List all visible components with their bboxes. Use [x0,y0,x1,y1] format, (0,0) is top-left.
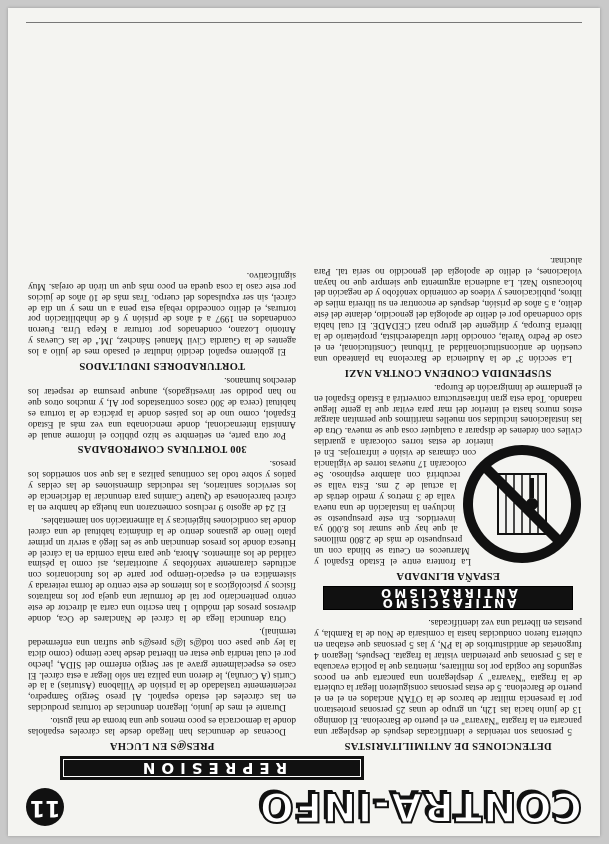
right-column [28,267,296,754]
article-detenciones-text: 5 personas son retenidas e identificadas después de desplegar una pancarta en la fragata "Navarra" en el puerto de Barcelona. El domingo 13 de junio hacia las 12h, un grupo de unas 25 personas protestaron por la presencia militar de barcos de la OTAN anclados en el en el puerto de Barcelona. 5 de estas personas consiguieron llegar la cubierta de la fragata "Navarra" y desplegaron una pancarta que en pocos segundos fue cogida por los militares, mientras que la policía evacuaba a las 5 personas que pretendían visitar la fragata. Después, llegaron 4 furgonetas de antidisturbios de la PN, y las 5 personas que estaban en cubierta fueron conducidas hasta la comisaría de Nou de la Rambla, y puestas en libertad una vez identificadas. [314,617,582,737]
issue-number-badge: 11 [26,788,64,826]
masthead-logo: CONTRA-INFO [258,783,582,829]
article-300-torturas-text: Por otra parte, en setiembre se hizo público el informe anual de Amnistía Internacional, donde mencionaba una vez más al Estado Español, como uno de los países donde la práctica de la tortura es habitual (cerca de 300 casos contrastados por AI, y muchos otros que no han podido ser investigados), aunque presuma de respetar los derechos humanos. [28,375,296,440]
headline-detenciones: DETENCIONES DE ANTIMILITARISTAS [344,740,552,751]
headline-300-torturas: 300 TORTURAS COMPROBADAS [77,443,247,455]
no-border-fence-icon [462,444,582,564]
section-banner: REPRESION [60,756,364,780]
bottom-rule [26,22,582,23]
left-column [314,252,582,754]
headline-torturadores-indultados: TORTURADORES INDULTADOS [79,360,245,372]
article-espana-blindada-text: La frontera entre el Estado Español y Marruecos en Ceuta se blinda con un presupuesto de más de 2.800 millones al que hay que sumar los 8.000 ya invertidos. En este presupuesto se incluyen la instalación de una nueva valla de 3 metros y medio detrás de la actual de 2 ms. Esta valla se recubrirá con alambre espinoso. Se colocarán 17 nuevas torres de vigilancia con cámaras de visión e infrarrojas. En el interior de estas torres colocarán a guardias civiles con órdenes de disparar a cualquier cosa que se mueva. Otra de las instalaciones incluidas son muelles marítimos que permitan alargar estos muros hasta el interior del mar para evitar que la gente llegue nadando. Toda esta gran infraestructura convertirá a Estado Español en el gendarme de inmigración de Europa. [314,381,582,567]
banner-line-antirracismo: ANTIRRACISMO [378,586,518,601]
headline-presos-en-lucha: PRES@S EN LUCHA [109,740,215,751]
antifascismo-banner [323,586,573,610]
article-presos-torturas: Durante el mes de junio, llegaron denuncias de torturas producidas en las cárceles del estado español. Al preso Sergio Sampedro, recientemente trasladado de la prisión de Villabona (Asturias) a la de Curtis (A Coruña), le dieron una paliza tan sólo llegar a esta cárcel. El caso es especialmente grave al ser Sergio enfermo del SIDA, ¡hecho por el cual tendría que estar en libertad desde hace tiempo (como dicta la ley que pase con tod@s l@s pres@s que sufran una enfermedad terminal). [28,625,296,713]
banner-line-antifascismo: ANTIFASCISMO [379,596,517,611]
article-presos-quatre-camins: El 24 de agosto 9 reclusos comenzaron una huelga de hambre en la cárcel barcelonesa de Quatre Camins para denunciar la deficiencia de los servicios sanitarios, las reducidas dimensiones de las celdas y patios y sobre todo las continuas palizas a las que son sometidos los presos. [28,458,296,512]
article-torturadores-text: El gobierno español decidió indultar el pasado mes de julio a los agentes de la Guardia Civil Manuel Sánchez, JM.ª de las Cuevas y Antonio Lozano, condenados por torturar a Kepa Urra. Fueron condenados en 1997 a 4 años de prisión y 6 de inhabilitación por torturas, el delito concedido rebaja esta pena a un mes y un día de cárcel, sin ser expulsados del cuerpo. Tras más de 10 años de juicios por este caso la cosa queda en poco más que un tirón de orejas. Muy significativo. [28,269,296,357]
article-presos-nanclares: Otra denuncia llega de la cárcel de Nanclares de Oca, donde diversos presos del módulo 1 han escrito una carta al director de este centro penitenciario por tal de formular una queja por los maltratos físicos y psicológicos a los internos de este centro de forma reiterada y sistemática en el espacio-tiempo por parte de los funcionarios con actitudes claramente xenófobas y autoritarias, así como la pésima calidad de los alimentos. Ahora, que para mala comida en la cárcel de Huesca donde los presos denuncian que se les llegó a servir un primer plato lleno de gusanos dentro de la dinámica habitual de una cárcel donde las condiciones higiénicas y la alimentación son lamentables. [28,514,296,624]
headline-suspendida-condena: SUSPENDIDA CONDENA CONTRA NAZI [344,366,552,378]
newsletter-sheet [8,8,600,836]
article-presos-intro: Docenas de denuncias han llegado desde las cárceles españolas donde la democracia es poco menos que una broma de mal gusto. [28,715,296,737]
masthead [26,782,582,828]
article-suspendida-condena-text: La sección 3ª de la Audiencia de Barcelona ha planteado una cuestión de anticonstitucionalidad al Tribunal Constitucional, en el caso de Pedro Varela, conocido líder ultraderechista, propietario de la librería Europa, y dirigente del grupo nazi CEDADE. El cual había sido condenado por el delito de apología del genocidio, delante del éste delito, a 5 años de prisión, después de encontrar en su librería miles de libros, publicaciones y vídeos de contenido xenófobo y de negación del holocausto Nazi. La audiencia argumenta que siempre que no hayan violaciones, el delito de apología del genocidio no sería tal. Para alucinar. [314,254,582,363]
headline-espana-blindada: ESPAÑA BLINDADA [396,570,500,582]
